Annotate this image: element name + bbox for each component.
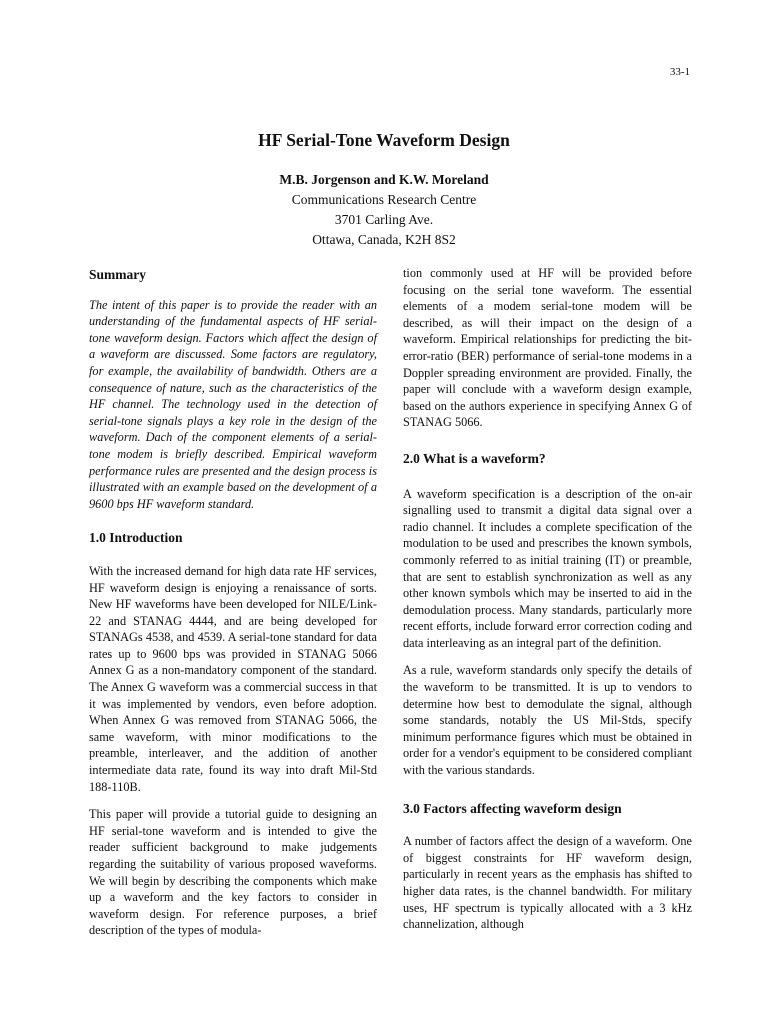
waveform-paragraph-2: As a rule, waveform standards only specify the details of the waveform to be transmitted. It is up to vendors to determine how best to demodulate the signal, although some standards, notably the US Mil-Stds, specify minimum performance figures which must be obtained in order for a vendor's equipment to be considered compliant with the various standards. — [403, 663, 692, 778]
summary-abstract: The intent of this paper is to provide the reader with an understanding of the fundamental aspects of HF serial-tone waveform design. Factors which affect the design of a waveform are discussed. Some factors are regulatory, for example, the availability of bandwidth. Others are a consequence of nature, such as the characteristics of the HF channel. The technology used in the detection of serial-tone signals plays a key role in the design of the waveform. Dach of the component elements of a serial-tone modem is briefly described. Empirical waveform performance rules are presented and the design process is illustrated with an example based on the development of a 9600 bps HF waveform standard. — [89, 297, 377, 511]
waveform-heading: 2.0 What is a waveform? — [403, 450, 546, 466]
page-number: 33-1 — [669, 66, 690, 78]
introduction-heading: 1.0 Introduction — [89, 530, 183, 546]
factors-paragraph-1: A number of factors affect the design of a waveform. One of biggest constraints for HF waveform design, particularly in recent years as the emphasis has shifted to higher data rates, is the channel bandwidth. For military uses, HF spectrum is typically allocated with a 3 kHz channelization, although — [403, 834, 692, 932]
introduction-paragraph-2: This paper will provide a tutorial guide to designing an HF serial-tone waveform and is intended to give the reader sufficient background to make judgements regarding the suitability of various proposed waveforms. We will begin by describing the components which make up a waveform and the key factors to consider in waveform design. For reference purposes, a brief description of the types of modula- — [89, 807, 377, 938]
right-column — [403, 265, 692, 933]
waveform-paragraph-1: A waveform specification is a description of the on-air signalling used to transmit a digital data signal over a radio channel. It includes a complete specification of the modulation to be used and prescribes the known symbols, commonly referred to as initial training (IT) or preamble, that are sent to establish synchronization as well as any other known symbols which may be inserted to aid in the demodulation process. Many standards, particularly more recent efforts, include forward error correction coding and data interleaving as an integral part of the definition. — [403, 486, 692, 650]
factors-heading: 3.0 Factors affecting waveform design — [403, 800, 622, 816]
affiliation-line-1: Communications Research Centre — [291, 192, 477, 207]
affiliation-line-2: 3701 Carling Ave. — [334, 212, 434, 227]
paper-authors: M.B. Jorgenson and K.W. Moreland — [279, 172, 489, 187]
summary-heading: Summary — [89, 267, 146, 282]
paper-title: HF Serial-Tone Waveform Design — [258, 130, 510, 150]
affiliation-line-3: Ottawa, Canada, K2H 8S2 — [312, 232, 456, 247]
introduction-continued: tion commonly used at HF will be provided before focusing on the serial tone waveform. The essential elements of a modem serial-tone modem will be described, as will their impact on the design of a waveform. Empirical relationships for predicting the bit-error-ratio (BER) performance of serial-tone modems in a Doppler spreading environment are provided. Finally, the paper will conclude with a waveform design example, based on the authors experience in specifying Annex G of STANAG 5066. — [403, 266, 692, 430]
introduction-paragraph-1: With the increased demand for high data rate HF services, HF waveform design is enjoying a renaissance of sorts. New HF waveforms have been developed for NILE/Link-22 and STANAG 4444, and are being developed for STANAGs 4538, and 4539. A serial-tone standard for data rates up to 9600 bps was provided in STANAG 5066 Annex G as a non-mandatory component of the standard. The Annex G waveform was a commercial success in that it was implemented by vendors, even before adoption. When Annex G was removed from STANAG 5066, the same waveform, with minor modifications to the preamble, interleaver, and the addition of another intermediate data rate, found its way into draft Mil-Std 188-110B. — [89, 563, 377, 794]
left-column — [89, 267, 377, 939]
